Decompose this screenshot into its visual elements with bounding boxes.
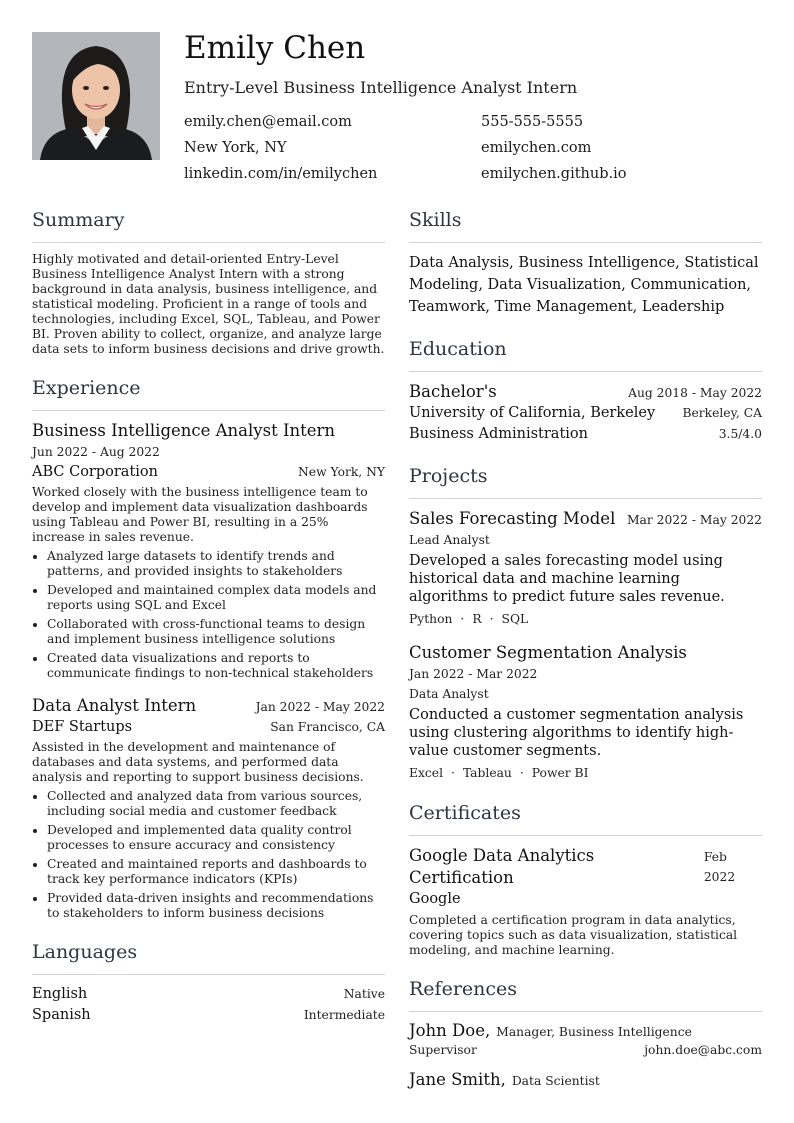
language-name: Spanish [32,1007,91,1023]
projects-section [409,463,762,782]
project-description: Conducted a customer segmentation analysis using clustering algorithms to identify high-value customer segments. [409,707,744,759]
project-description: Developed a sales forecasting model using historical data and machine learning algorithms to predict future sales revenue. [409,553,725,605]
skills-list: Data Analysis, Business Intelligence, Statistical Modeling, Data Visualization, Communication, Teamwork, Time Management, Leadership [409,255,759,315]
list-item: • Provided data-driven insights and recommendations to stakeholders to inform business decisions [47,891,385,921]
language-level: Native [343,987,385,1001]
project-keywords: Python · R · SQL [409,612,529,626]
education-dates: Aug 2018 - May 2022 [628,386,762,400]
job-title: Data Analyst Intern [32,696,197,715]
section-title: Experience [32,377,141,399]
phone-number[interactable]: 555-555-5555 [481,114,584,130]
section-divider [409,242,762,243]
reference-name: Jane Smith, [409,1070,506,1089]
list-item: • Created and maintained reports and dashboards to track key performance indicators (KPIs) [47,857,385,887]
project-dates: Mar 2022 - May 2022 [626,513,762,527]
project-role: Data Analyst [409,687,489,701]
project-role: Lead Analyst [409,533,490,547]
section-title: Certificates [409,802,521,824]
keyword: R [472,612,482,626]
experience-entry [32,695,385,921]
certificate-issuer: Google [409,891,461,907]
github-link[interactable]: emilychen.github.io [481,166,627,182]
section-title: Summary [32,209,125,231]
skills-section [409,207,762,318]
website-link[interactable]: emilychen.com [481,140,592,156]
school-location: Berkeley, CA [682,406,762,420]
profile-photo [32,32,160,160]
contact-info [184,113,764,184]
certificate-date: Feb 2022 [703,850,736,884]
section-divider [409,371,762,372]
school-name: University of California, Berkeley [409,405,656,421]
section-divider [409,1011,762,1012]
section-title: Languages [32,941,138,963]
education-section [409,336,762,445]
job-headline: Entry-Level Business Intelligence Analyst Intern [184,78,578,97]
experience-entry [32,420,385,681]
certificates-section [409,800,762,958]
reference-email[interactable]: john.doe@abc.com [644,1043,762,1057]
keyword: SQL [501,612,529,626]
list-item: • Developed and maintained complex data models and reports using SQL and Excel [47,583,385,613]
list-item: • Collaborated with cross-functional teams to design and implement business intelligence solutions [47,617,385,647]
language-level: Intermediate [303,1008,385,1022]
linkedin-link[interactable]: linkedin.com/in/emilychen [184,166,378,182]
reference-role: Manager, Business Intelligence [496,1025,692,1039]
candidate-name: Emily Chen [184,30,366,66]
section-divider [32,242,385,243]
project-name: Customer Segmentation Analysis [409,643,687,662]
company-name: ABC Corporation [32,464,158,480]
keyword: Python [409,612,453,626]
certificate-description: Completed a certification program in data analytics, covering topics such as data visualization, statistical modeling, and machine learning. [409,913,738,957]
reference-entry [409,1070,762,1089]
language-row [32,984,385,1005]
job-dates: Jun 2022 - Aug 2022 [32,445,160,459]
list-item: • Created data visualizations and reports to communicate findings to non-technical stakeholders [47,651,385,681]
reference-role: Data Scientist [511,1074,600,1088]
references-section [409,976,762,1089]
job-bullets [32,549,385,681]
job-dates: Jan 2022 - May 2022 [255,700,385,714]
section-divider [409,498,762,499]
project-entry [409,508,762,628]
list-item: • Developed and implemented data quality control processes to ensure accuracy and consistency [47,823,385,853]
section-divider [32,974,385,975]
job-title: Business Intelligence Analyst Intern [32,421,336,440]
section-title: Projects [409,465,488,487]
summary-section [32,207,385,357]
section-divider [409,835,762,836]
job-summary: Assisted in the development and maintenance of databases and data systems, and performed data analysis and reporting to support business decisions. [32,740,364,784]
project-dates: Jan 2022 - Mar 2022 [409,667,538,681]
reference-name: John Doe, [409,1021,491,1040]
right-column [409,207,762,1107]
portrait-illustration [32,32,160,160]
field-of-study: Business Administration [409,426,588,442]
reference-entry [409,1021,762,1060]
keyword: Tableau [462,766,512,780]
list-item: • Collected and analyzed data from various sources, including social media and customer feedback [47,789,385,819]
project-entry [409,642,762,782]
certificate-name: Google Data Analytics Certification [409,846,595,887]
section-title: References [409,978,518,1000]
keyword: Power BI [531,766,589,780]
experience-section [32,375,385,921]
project-keywords: Excel · Tableau · Power BI [409,766,589,780]
list-item: • Analyzed large datasets to identify trends and patterns, and provided insights to stakeholders [47,549,385,579]
section-title: Skills [409,209,462,231]
location: New York, NY [184,140,287,156]
keyword: Excel [409,766,444,780]
language-name: English [32,986,88,1002]
job-location: New York, NY [298,465,385,479]
section-divider [32,410,385,411]
job-summary: Worked closely with the business intelligence team to develop and implement data visualization dashboards using Tableau and Power BI, resulting in a 25% increase in sales revenue. [32,485,368,544]
job-location: San Francisco, CA [270,720,385,734]
project-name: Sales Forecasting Model [409,509,616,528]
job-bullets [32,789,385,921]
language-row [32,1005,385,1026]
company-name: DEF Startups [32,719,133,735]
languages-section [32,939,385,1026]
summary-text: Highly motivated and detail-oriented Entry-Level Business Intelligence Analyst Intern with a strong background in data analysis, business intelligence, and statistical modeling. Proficient in a range of tools and technologies, including Excel, SQL, Tableau, and Power BI. Proven ability to collect, organize, and analyze large data sets to inform business decisions and drive growth. [32,252,385,356]
section-title: Education [409,338,507,360]
left-column [32,207,385,1044]
reference-relation: Supervisor [409,1043,477,1057]
degree: Bachelor's [409,382,497,401]
gpa: 3.5/4.0 [718,427,762,441]
email-link[interactable]: emily.chen@email.com [184,114,352,130]
